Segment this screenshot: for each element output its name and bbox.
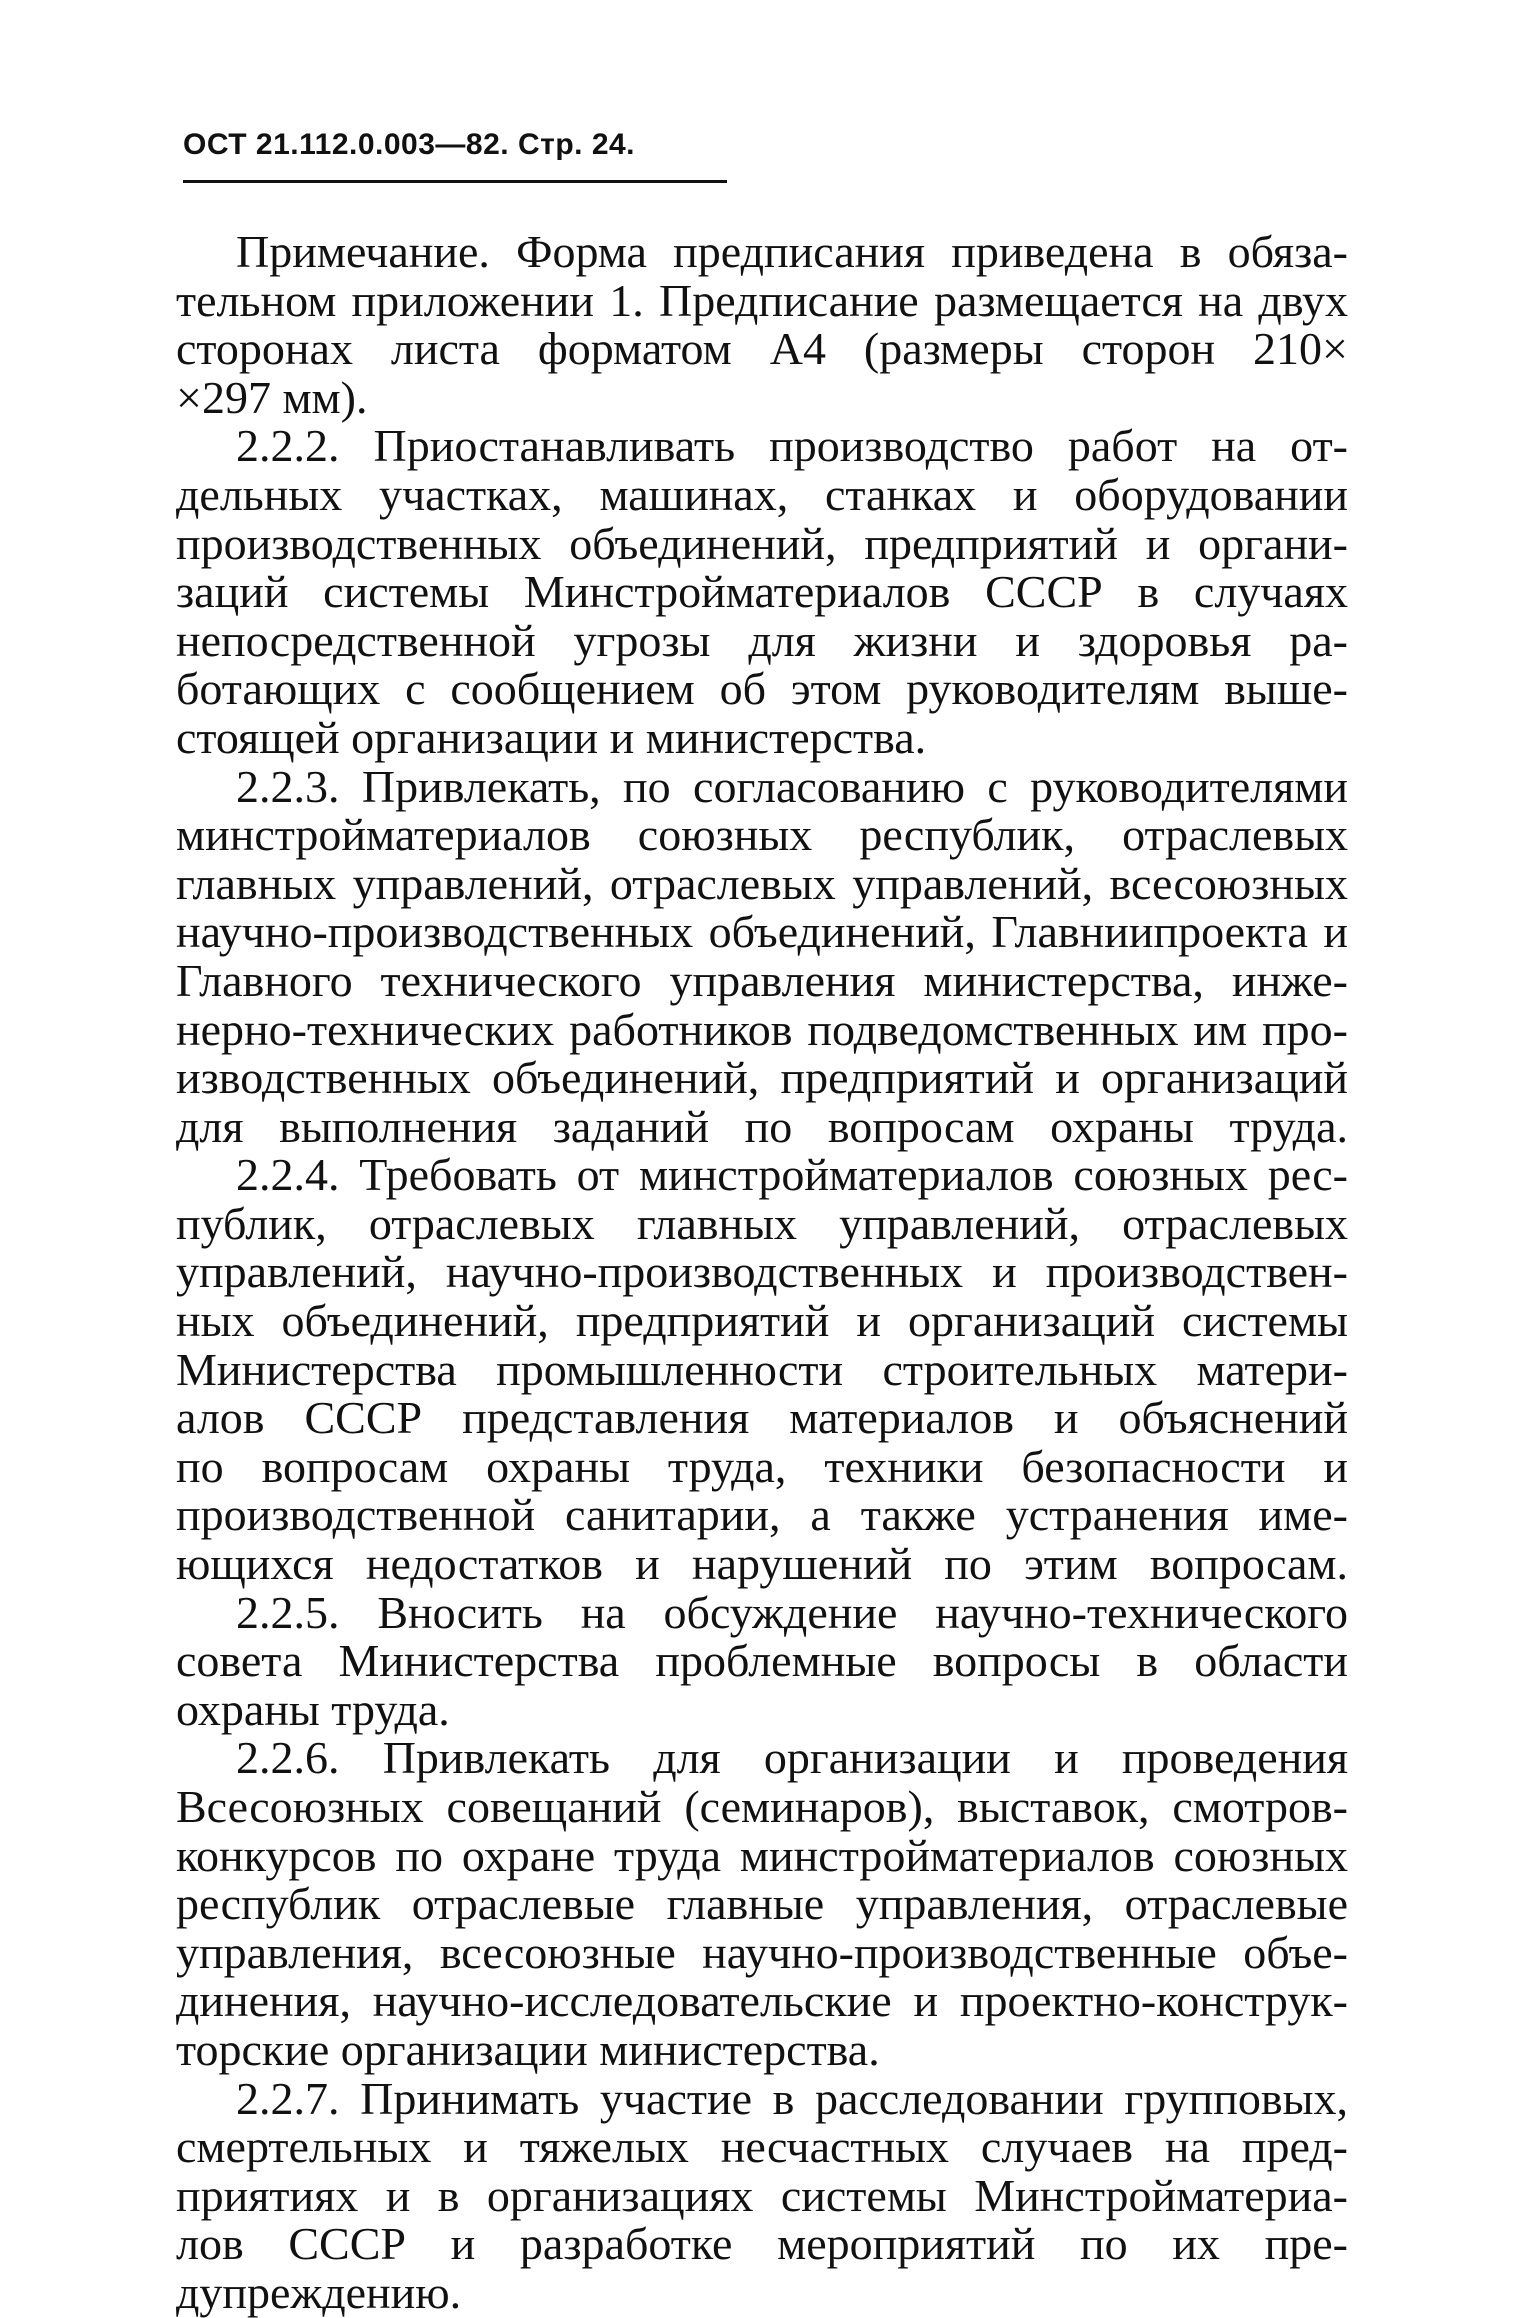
text-line: дупреждению. (176, 2266, 462, 2318)
text-line: 2.2.3. Привлекать, по согласованию с руководителями (236, 760, 1348, 812)
text-line: охраны труда. (176, 1683, 450, 1735)
text-line: динения, научно-исследовательские и проектно-конструк- (176, 1975, 1348, 2027)
text-line: дельных участках, машинах, станках и оборудовании (176, 468, 1348, 520)
text-line: Примечание. Форма предписания приведена в обяза- (236, 226, 1348, 277)
text-line: производственных объединений, предприятий и органи- (176, 517, 1348, 569)
text-line: Главного технического управления министерства, инже- (176, 954, 1348, 1006)
text-line: торские организации министерства. (176, 2023, 880, 2075)
text-line: управлений, научно-производственных и производствен- (176, 1246, 1348, 1298)
text-line: сторонах листа форматом А4 (размеры сторон 210× (176, 323, 1348, 375)
text-line: научно-производственных объединений, Главниипроекта и (176, 906, 1348, 958)
body-text (176, 228, 1348, 2318)
text-line: ×297 мм). (176, 371, 368, 423)
text-line: 2.2.4. Требовать от минстройматериалов союзных рес- (236, 1149, 1348, 1201)
text-line: ющихся недостатков и нарушений по этим вопросам. (176, 1538, 1348, 1590)
text-line: минстройматериалов союзных республик, отраслевых (176, 809, 1348, 861)
text-line: стоящей организации и министерства. (176, 711, 927, 763)
text-line: непосредственной угрозы для жизни и здоровья ра- (176, 614, 1348, 666)
text-line: изводственных объединений, предприятий и организаций (176, 1052, 1348, 1104)
page-header: ОСТ 21.112.0.003—82. Стр. 24. (183, 128, 636, 161)
text-line: управления, всесоюзные научно-производственные объе- (176, 1926, 1348, 1978)
text-line: совета Министерства проблемные вопросы в области (176, 1635, 1348, 1687)
header-underline (183, 180, 727, 183)
text-line: нерно-технических работников подведомственных им про- (176, 1003, 1348, 1055)
text-line: Министерства промышленности строительных матери- (176, 1343, 1348, 1395)
text-line: конкурсов по охране труда минстройматериалов союзных (176, 1829, 1348, 1881)
text-line: 2.2.7. Принимать участие в расследовании групповых, (236, 2072, 1348, 2124)
text-line: главных управлений, отраслевых управлений, всесоюзных (176, 857, 1348, 909)
text-line: производственной санитарии, а также устранения име- (176, 1489, 1348, 1541)
text-line: ных объединений, предприятий и организаций системы (176, 1295, 1348, 1347)
text-line: ботающих с сообщением об этом руководителям выше- (176, 663, 1348, 715)
text-line: для выполнения заданий по вопросам охраны труда. (176, 1100, 1348, 1152)
text-line: тельном приложении 1. Предписание размещается на двух (176, 274, 1348, 326)
text-line: лов СССР и разработке мероприятий по их пре- (176, 2218, 1348, 2270)
text-line: 2.2.5. Вносить на обсуждение научно-технического (236, 1586, 1348, 1638)
text-line: смертельных и тяжелых несчастных случаев на пред- (176, 2121, 1348, 2173)
text-line: Всесоюзных совещаний (семинаров), выставок, смотров- (176, 1781, 1348, 1832)
text-line: 2.2.2. Приостанавливать производство работ на от- (236, 420, 1348, 472)
text-line: публик, отраслевых главных управлений, отраслевых (176, 1197, 1348, 1249)
text-line: по вопросам охраны труда, техники безопасности и (176, 1440, 1348, 1492)
text-line: заций системы Минстройматериалов СССР в случаях (176, 566, 1348, 618)
text-line: приятиях и в организациях системы Минстройматериа- (176, 2169, 1348, 2221)
text-line: 2.2.6. Привлекать для организации и проведения (236, 1732, 1348, 1784)
text-line: алов СССР представления материалов и объяснений (176, 1392, 1348, 1444)
text-line: республик отраслевые главные управления, отраслевые (176, 1878, 1348, 1930)
